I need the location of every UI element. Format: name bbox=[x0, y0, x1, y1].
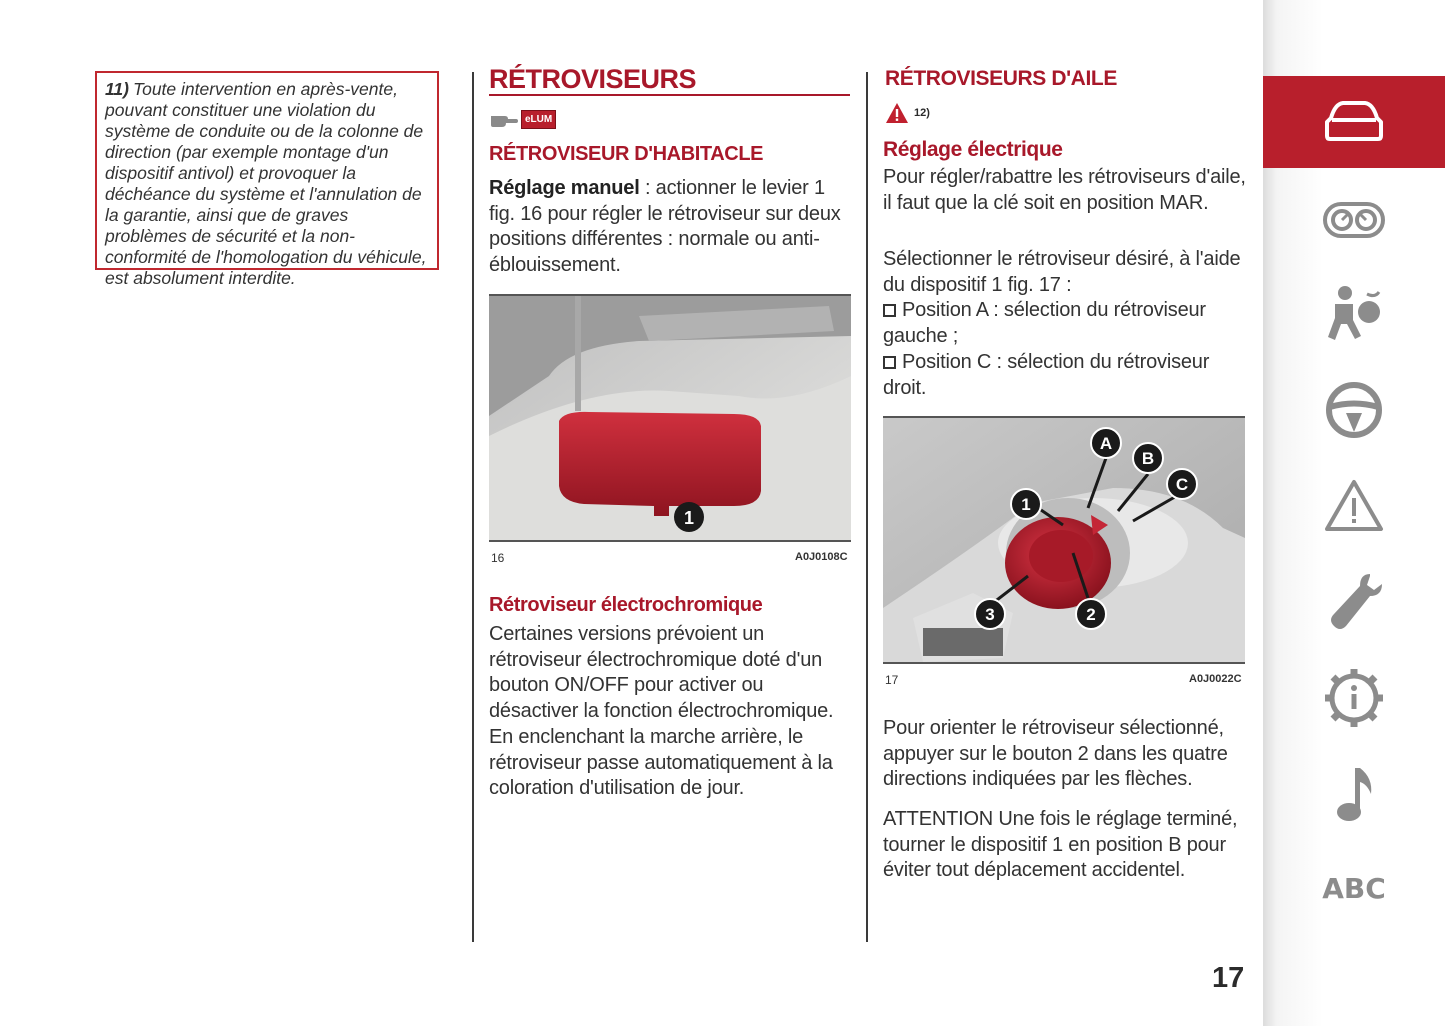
figure-16-number: 16 bbox=[491, 551, 505, 565]
figure-17-code: A0J0022C bbox=[1189, 673, 1242, 685]
elum-indicator bbox=[489, 108, 556, 130]
gear-info-icon bbox=[1323, 667, 1385, 729]
warning-note-box bbox=[95, 71, 439, 288]
airbag-icon bbox=[1323, 284, 1385, 344]
note-number: 11) bbox=[105, 79, 129, 99]
warning-reference-number: 12) bbox=[914, 107, 930, 119]
figure-17-callout-2: 2 bbox=[1086, 605, 1096, 624]
sidebar-item-instruments[interactable] bbox=[1263, 174, 1445, 266]
figure-17-callout-c: C bbox=[1175, 475, 1189, 494]
column-divider-left bbox=[472, 72, 474, 942]
sidebar-item-index[interactable] bbox=[1263, 842, 1445, 934]
wing-mirrors-title: RÉTROVISEURS D'AILE bbox=[885, 67, 1117, 90]
pointing-hand-icon bbox=[489, 110, 519, 128]
interior-mirror-title: RÉTROVISEUR D'HABITACLE bbox=[489, 143, 764, 165]
note-text: Toute intervention en après-vente, pouvant constituer une violation du système de conduite ou de la colonne de direction (par exemple montage d'un dispositif antivol) et provoquer la déchéance du système et l'annulation de la garantie, ainsi que de graves problèmes de sécurité et la non-conformité de l'homologation du véhicule, est absolument interdite. bbox=[105, 79, 427, 288]
figure-17-callout-3: 3 bbox=[985, 605, 995, 624]
sidebar-item-multimedia[interactable] bbox=[1263, 748, 1445, 840]
bullet-position-a-text: Position A : sélection du rétroviseur gauche ; bbox=[883, 299, 1206, 347]
figure-16-callout-1: 1 bbox=[683, 508, 695, 528]
steering-wheel-icon bbox=[1324, 380, 1384, 440]
sidebar-item-emergency[interactable] bbox=[1263, 460, 1445, 552]
section-title: RÉTROVISEURS bbox=[489, 64, 697, 94]
interior-mirror-illustration bbox=[489, 296, 851, 540]
elum-badge: eLUM bbox=[521, 110, 556, 129]
figure-16-image bbox=[489, 294, 851, 542]
sidebar-item-vehicle[interactable] bbox=[1263, 76, 1445, 168]
electrochromic-text: Certaines versions prévoient un rétroviseur électrochromique doté d'un bouton ON/OFF pour activer ou désactiver la fonction électrochromique. En enclenchant la marche arrière, le rétroviseur passe automatiquement à la coloration d'utilisation de jour. bbox=[489, 623, 834, 800]
wrench-icon bbox=[1324, 570, 1384, 634]
page-number: 17 bbox=[1212, 962, 1245, 994]
electric-adjust-p2: Sélectionner le rétroviseur désiré, à l'aide du dispositif 1 fig. 17 : bbox=[883, 248, 1241, 296]
sidebar-item-driving[interactable] bbox=[1263, 364, 1445, 456]
attention-paragraph: ATTENTION Une fois le réglage terminé, tourner le dispositif 1 en position B pour éviter tout déplacement accidentel. bbox=[883, 808, 1238, 882]
sidebar-item-technical-data[interactable] bbox=[1263, 652, 1445, 744]
manual-adjust-text: : actionner le levier 1 fig. 16 pour régler le rétroviseur sur deux positions différentes : normale ou anti-éblouissement. bbox=[489, 177, 841, 277]
section-title-rule bbox=[489, 94, 850, 96]
warning-triangle-icon bbox=[1323, 478, 1385, 534]
music-note-icon bbox=[1329, 764, 1379, 824]
sidebar-item-maintenance[interactable] bbox=[1263, 556, 1445, 648]
electrochromic-title: Rétroviseur électrochromique bbox=[489, 594, 763, 616]
warning-triangle-red-icon bbox=[885, 102, 909, 124]
mirror-control-illustration bbox=[883, 418, 1245, 662]
bullet-square-icon bbox=[883, 356, 896, 369]
figure-17-callout-b: B bbox=[1141, 449, 1155, 468]
chapter-sidebar bbox=[1263, 0, 1445, 1026]
electric-adjust-p1: Pour régler/rabattre les rétroviseurs d'aile, il faut que la clé soit en position MAR. bbox=[883, 166, 1246, 214]
dashboard-icon bbox=[1322, 198, 1386, 242]
figure-16-code: A0J0108C bbox=[795, 551, 848, 563]
figure-17-callout-a: A bbox=[1099, 434, 1113, 453]
bullet-position-c-text: Position C : sélection du rétroviseur droit. bbox=[883, 351, 1210, 399]
orient-mirror-paragraph: Pour orienter le rétroviseur sélectionné, appuyer sur le bouton 2 dans les quatre directions indiquées par les flèches. bbox=[883, 717, 1228, 791]
bullet-position-a bbox=[883, 298, 1247, 349]
electric-adjust-title: Réglage électrique bbox=[883, 138, 1063, 161]
sidebar-item-safety[interactable] bbox=[1263, 268, 1445, 360]
manual-adjust-paragraph bbox=[489, 176, 851, 279]
bullet-position-c bbox=[883, 350, 1247, 401]
car-icon bbox=[1323, 98, 1385, 146]
figure-17-callout-1: 1 bbox=[1021, 495, 1031, 514]
manual-adjust-label: Réglage manuel bbox=[489, 177, 640, 199]
warning-reference bbox=[885, 102, 930, 124]
bullet-square-icon bbox=[883, 304, 896, 317]
figure-17-number: 17 bbox=[885, 673, 899, 687]
column-divider-right bbox=[866, 72, 868, 942]
figure-17-image bbox=[883, 416, 1245, 664]
abc-icon: ABC bbox=[1322, 871, 1386, 905]
